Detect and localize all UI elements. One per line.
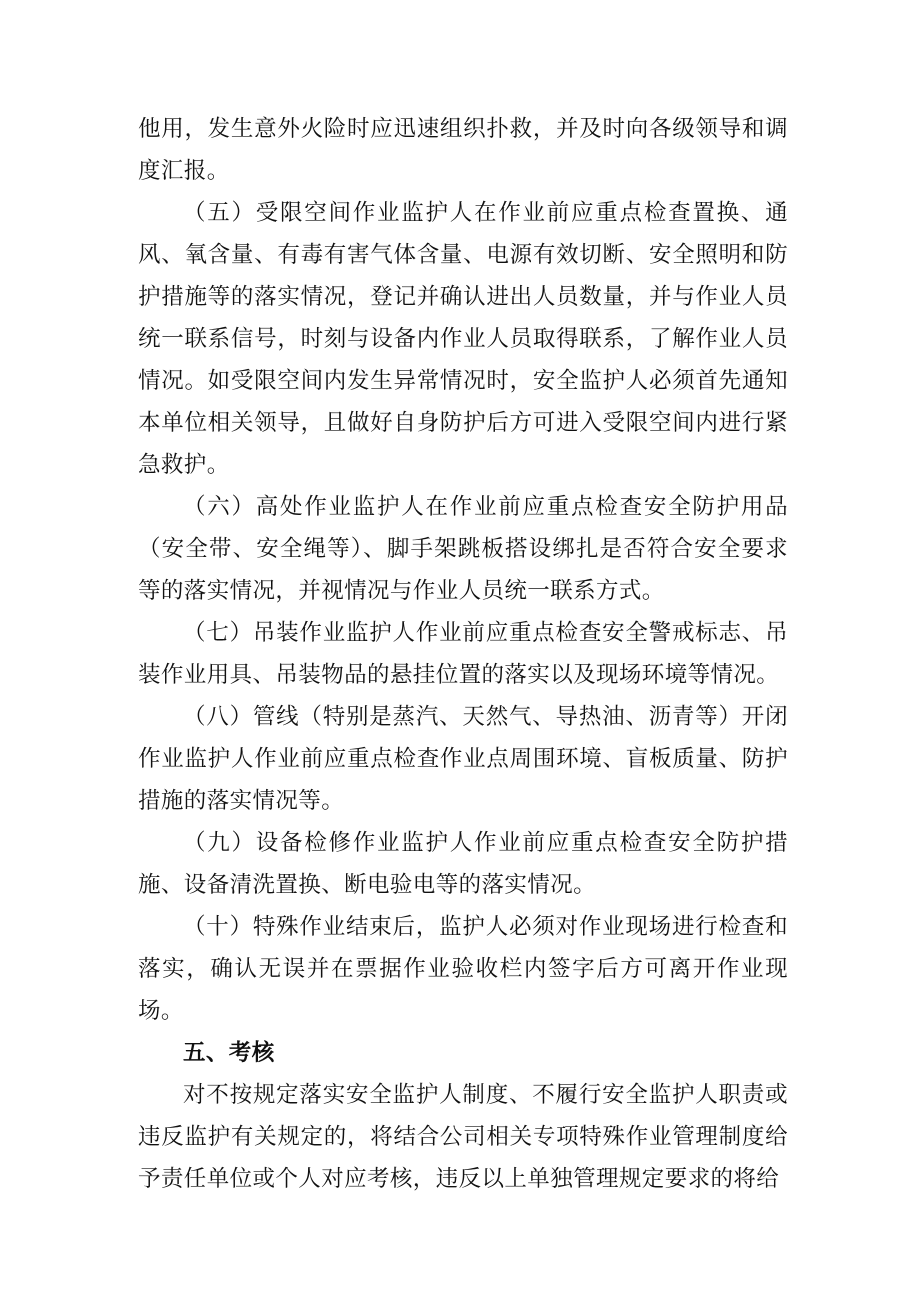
paragraph-item-7: （七）吊装作业监护人作业前应重点检查安全警戒标志、吊装作业用具、吊装物品的悬挂位置的落实以及现场环境等情况。: [138, 620, 788, 688]
paragraph-item-9: （九）设备检修作业监护人作业前应重点检查安全防护措施、设备清洗置换、断电验电等的落实情况。: [138, 830, 788, 898]
paragraph-item-10: （十）特殊作业结束后，监护人必须对作业现场进行检查和落实，确认无误并在票据作业验收栏内签字后方可离开作业现场。: [138, 914, 788, 1024]
paragraph-item-8: （八）管线（特别是蒸汽、天然气、导热油、沥青等）开闭作业监护人作业前应重点检查作业点周围环境、盲板质量、防护措施的落实情况等。: [138, 704, 788, 814]
paragraph-item-6: （六）高处作业监护人在作业前应重点检查安全防护用品（安全带、安全绳等）、脚手架跳板搭设绑扎是否符合安全要求等的落实情况，并视情况与作业人员统一联系方式。: [138, 494, 788, 604]
paragraph-item-5: （五）受限空间作业监护人在作业前应重点检查置换、通风、氧含量、有毒有害气体含量、电源有效切断、安全照明和防护措施等的落实情况，登记并确认进出人员数量，并与作业人员统一联系信号，时刻与设备内作业人员取得联系，了解作业人员情况。如受限空间内发生异常情况时，安全监护人必须首先通知本单位相关领导，且做好自身防护后方可进入受限空间内进行紧急救护。: [138, 200, 788, 478]
paragraph-continuation: 他用，发生意外火险时应迅速组织扑救，并及时向各级领导和调度汇报。: [138, 116, 788, 184]
section-heading: 五、考核: [183, 1040, 275, 1066]
section-paragraph: 对不按规定落实安全监护人制度、不履行安全监护人职责或违反监护有关规定的，将结合公司相关专项特殊作业管理制度给予责任单位或个人对应考核，违反以上单独管理规定要求的将给: [138, 1082, 788, 1192]
document-body: [138, 108, 788, 1200]
